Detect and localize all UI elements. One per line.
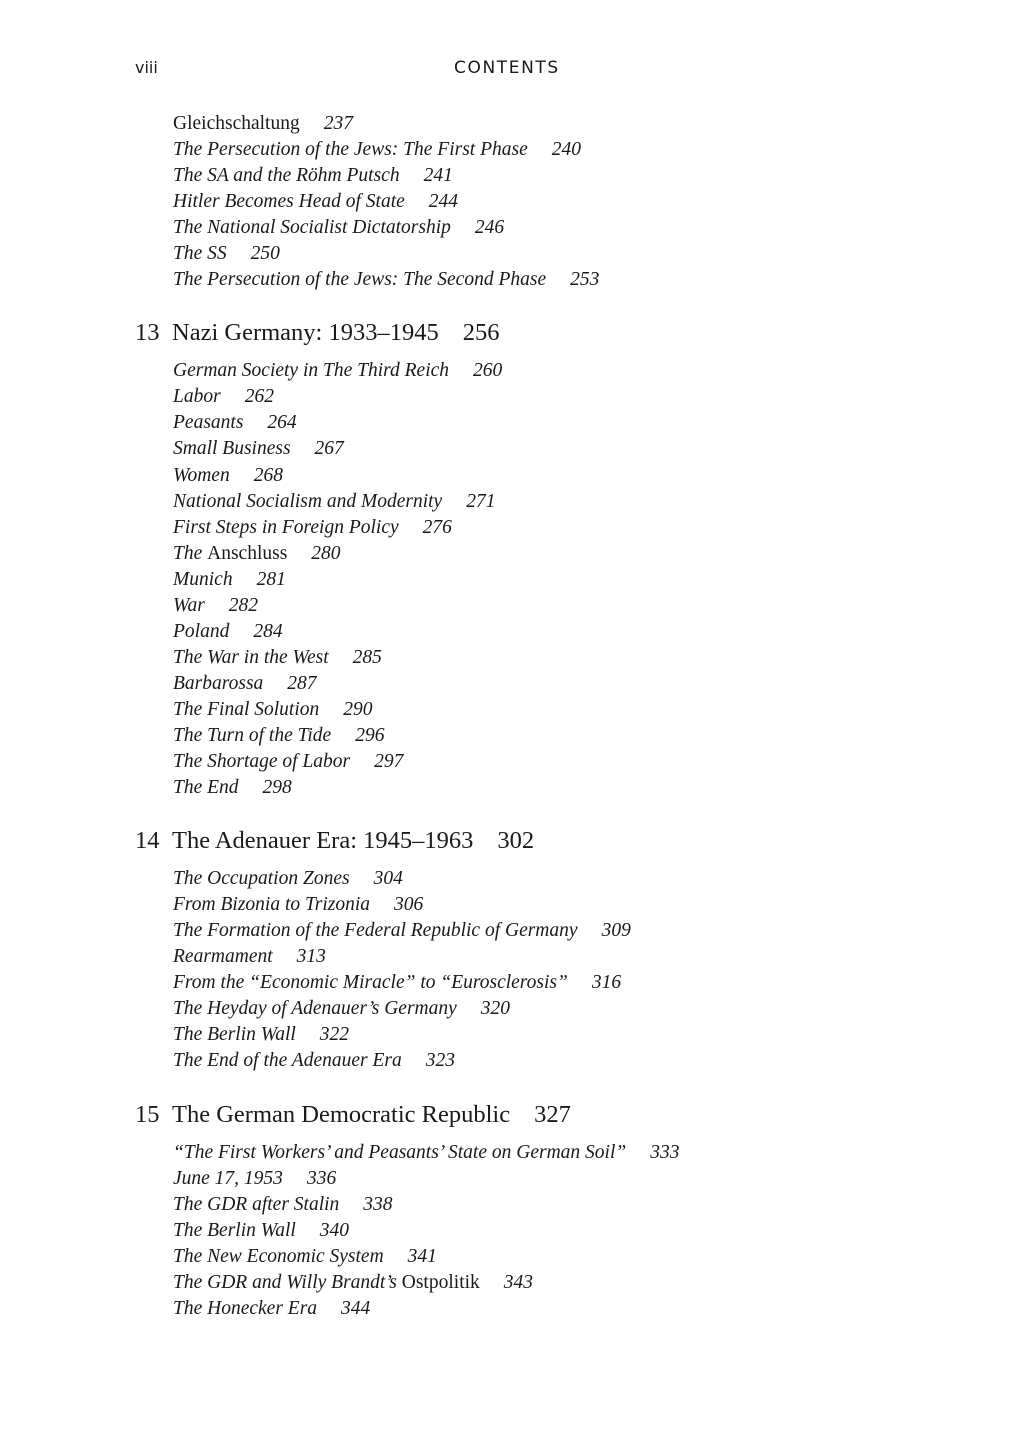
entry-page: 264 — [267, 412, 297, 434]
chapter-title: The German Democratic Republic — [172, 1100, 511, 1128]
entry-title-italic: The SS — [173, 243, 227, 265]
entry-page: 268 — [253, 464, 283, 486]
toc-entry — [173, 970, 935, 996]
entry-title-italic: The Turn of the Tide — [173, 724, 332, 746]
entry-page: 267 — [314, 438, 344, 460]
entry-title-italic: The GDR and Willy Brandt’s — [173, 1271, 402, 1293]
toc-entry — [173, 749, 935, 775]
section-entries — [135, 866, 935, 1074]
running-header: CONTENTS — [454, 58, 560, 78]
toc-entry — [173, 645, 935, 671]
entry-title-italic: The New Economic System — [173, 1245, 384, 1267]
entry-page: 244 — [428, 191, 459, 213]
entry-page: 281 — [256, 568, 286, 590]
table-of-contents — [135, 111, 935, 1322]
entry-title-italic: First Steps in Foreign Policy — [173, 516, 399, 538]
toc-entry — [173, 358, 935, 384]
entry-title-italic: Barbarossa — [173, 672, 264, 694]
toc-entry — [173, 697, 935, 723]
toc-entry — [173, 541, 935, 567]
toc-entry — [173, 671, 935, 697]
entry-title-italic: The Berlin Wall — [173, 1024, 296, 1046]
entry-page: 280 — [311, 542, 341, 564]
entry-title-italic: Labor — [173, 386, 221, 408]
entry-title-italic: “The First Workers’ and Peasants’ State on German Soil” — [173, 1141, 627, 1163]
toc-entry — [173, 892, 935, 918]
entry-title-italic: Small Business — [173, 438, 291, 460]
entry-page: 285 — [352, 646, 382, 668]
entry-page: 287 — [287, 672, 317, 694]
page-number: viii — [135, 58, 158, 77]
entry-page: 297 — [374, 751, 404, 773]
entry-title-italic: The Occupation Zones — [173, 868, 350, 890]
toc-entry — [173, 515, 935, 541]
entry-title-italic: The Heyday of Adenauer’s Germany — [173, 998, 457, 1020]
entry-page: 290 — [343, 698, 373, 720]
entry-title-italic: National Socialism and Modernity — [173, 490, 443, 512]
chapter-heading — [135, 1100, 935, 1130]
chapter-page: 327 — [534, 1100, 571, 1128]
entry-title-italic: The National Socialist Dictatorship — [173, 217, 451, 239]
chapter-title: Nazi Germany: 1933–1945 — [172, 319, 439, 347]
entry-page: 320 — [480, 998, 511, 1020]
entry-page: 260 — [473, 360, 503, 382]
entry-page: 304 — [373, 868, 403, 890]
entry-page: 240 — [551, 139, 581, 161]
toc-entry — [173, 163, 935, 189]
entry-page: 253 — [570, 269, 600, 291]
chapter-page: 302 — [497, 827, 535, 855]
entry-title-italic: War — [173, 594, 205, 616]
entry-title-italic: The End — [173, 777, 239, 799]
entry-page: 340 — [319, 1219, 350, 1241]
toc-entry — [173, 410, 935, 436]
entry-page: 343 — [503, 1271, 534, 1293]
toc-entry — [173, 241, 935, 267]
toc-entry — [173, 137, 935, 163]
entry-page: 336 — [306, 1167, 337, 1189]
toc-entry — [173, 775, 935, 801]
chapter-title: The Adenauer Era: 1945–1963 — [172, 827, 474, 855]
entry-title-italic: German Society in The Third Reich — [173, 360, 450, 382]
toc-entry — [173, 1166, 935, 1192]
toc-entry — [173, 1218, 935, 1244]
entry-title-italic: The GDR after Stalin — [173, 1193, 340, 1215]
entry-page: 237 — [323, 113, 353, 134]
toc-entry — [173, 593, 935, 619]
entry-title-italic: The — [173, 542, 208, 564]
toc-entry — [173, 619, 935, 645]
entry-page: 250 — [250, 243, 280, 265]
entry-title-roman: Anschluss — [207, 542, 288, 564]
entry-title-italic: The Honecker Era — [173, 1297, 318, 1319]
toc-entry — [173, 1022, 935, 1048]
entry-page: 333 — [650, 1141, 680, 1163]
entry-page: 316 — [591, 972, 622, 994]
entry-page: 284 — [253, 620, 283, 642]
toc-entry — [173, 489, 935, 515]
entry-title-italic: Poland — [173, 620, 230, 642]
entry-title-italic: June 17, 1953 — [173, 1167, 283, 1189]
entry-title-italic: The End of the Adenauer Era — [173, 1050, 402, 1072]
toc-entry — [173, 1270, 935, 1296]
toc-entry — [173, 866, 935, 892]
chapter-heading — [135, 318, 935, 348]
entry-page: 262 — [244, 386, 274, 408]
toc-entry — [173, 1296, 935, 1322]
entry-title-italic: The Formation of the Federal Republic of Germany — [173, 920, 578, 942]
entry-page: 282 — [228, 594, 259, 616]
chapter-number: 14 — [135, 827, 160, 855]
entry-title-italic: From Bizonia to Trizonia — [173, 894, 371, 916]
entry-title-italic: Hitler Becomes Head of State — [173, 191, 405, 213]
entry-title-italic: Rearmament — [173, 946, 273, 968]
toc-entry — [173, 918, 935, 944]
entry-page: 298 — [262, 777, 292, 799]
toc-entry — [173, 436, 935, 462]
entry-page: 241 — [423, 165, 453, 187]
chapter-number: 15 — [135, 1100, 160, 1128]
toc-entry — [173, 189, 935, 215]
toc-entry — [173, 111, 935, 137]
entry-page: 306 — [394, 894, 424, 916]
chapter-page: 256 — [462, 319, 500, 347]
chapter-number: 13 — [135, 319, 160, 347]
entry-title-italic: The War in the West — [173, 646, 329, 668]
entry-page: 322 — [319, 1024, 350, 1046]
section-entries — [135, 1140, 935, 1322]
toc-entry — [173, 384, 935, 410]
toc-entry — [173, 567, 935, 593]
entry-page: 309 — [601, 920, 631, 942]
toc-entry — [173, 1244, 935, 1270]
entry-title-italic: Peasants — [173, 412, 244, 434]
entry-title-italic: Munich — [173, 568, 233, 590]
chapter-heading — [135, 826, 935, 856]
entry-page: 323 — [425, 1050, 455, 1072]
entry-page: 271 — [466, 490, 496, 512]
entry-page: 276 — [422, 516, 452, 538]
toc-entry — [173, 723, 935, 749]
entry-title-italic: From the “Economic Miracle” to “Eurosclerosis” — [173, 972, 568, 994]
section-entries — [135, 358, 935, 801]
section-entries — [135, 111, 935, 293]
entry-title-italic: The Shortage of Labor — [173, 751, 351, 773]
entry-page: 246 — [474, 217, 505, 239]
entry-title-italic: Women — [173, 464, 230, 486]
entry-page: 296 — [355, 724, 385, 746]
entry-title-italic: The Final Solution — [173, 698, 320, 720]
toc-entry — [173, 1048, 935, 1074]
toc-entry — [173, 944, 935, 970]
toc-entry — [173, 215, 935, 241]
entry-title-italic: The Persecution of the Jews: The Second Phase — [173, 269, 547, 291]
toc-entry — [173, 1140, 935, 1166]
entry-page: 341 — [407, 1245, 437, 1267]
entry-title-roman: Gleichschaltung — [173, 113, 300, 134]
entry-page: 344 — [341, 1297, 371, 1319]
entry-page: 313 — [296, 946, 326, 968]
entry-page: 338 — [363, 1193, 393, 1215]
toc-entry — [173, 1192, 935, 1218]
entry-title-roman: Ostpolitik — [401, 1271, 480, 1293]
toc-entry — [173, 267, 935, 293]
toc-entry — [173, 463, 935, 489]
entry-title-italic: The SA and the Röhm Putsch — [173, 165, 400, 187]
entry-title-italic: The Persecution of the Jews: The First Phase — [173, 139, 528, 161]
toc-entry — [173, 996, 935, 1022]
entry-title-italic: The Berlin Wall — [173, 1219, 296, 1241]
